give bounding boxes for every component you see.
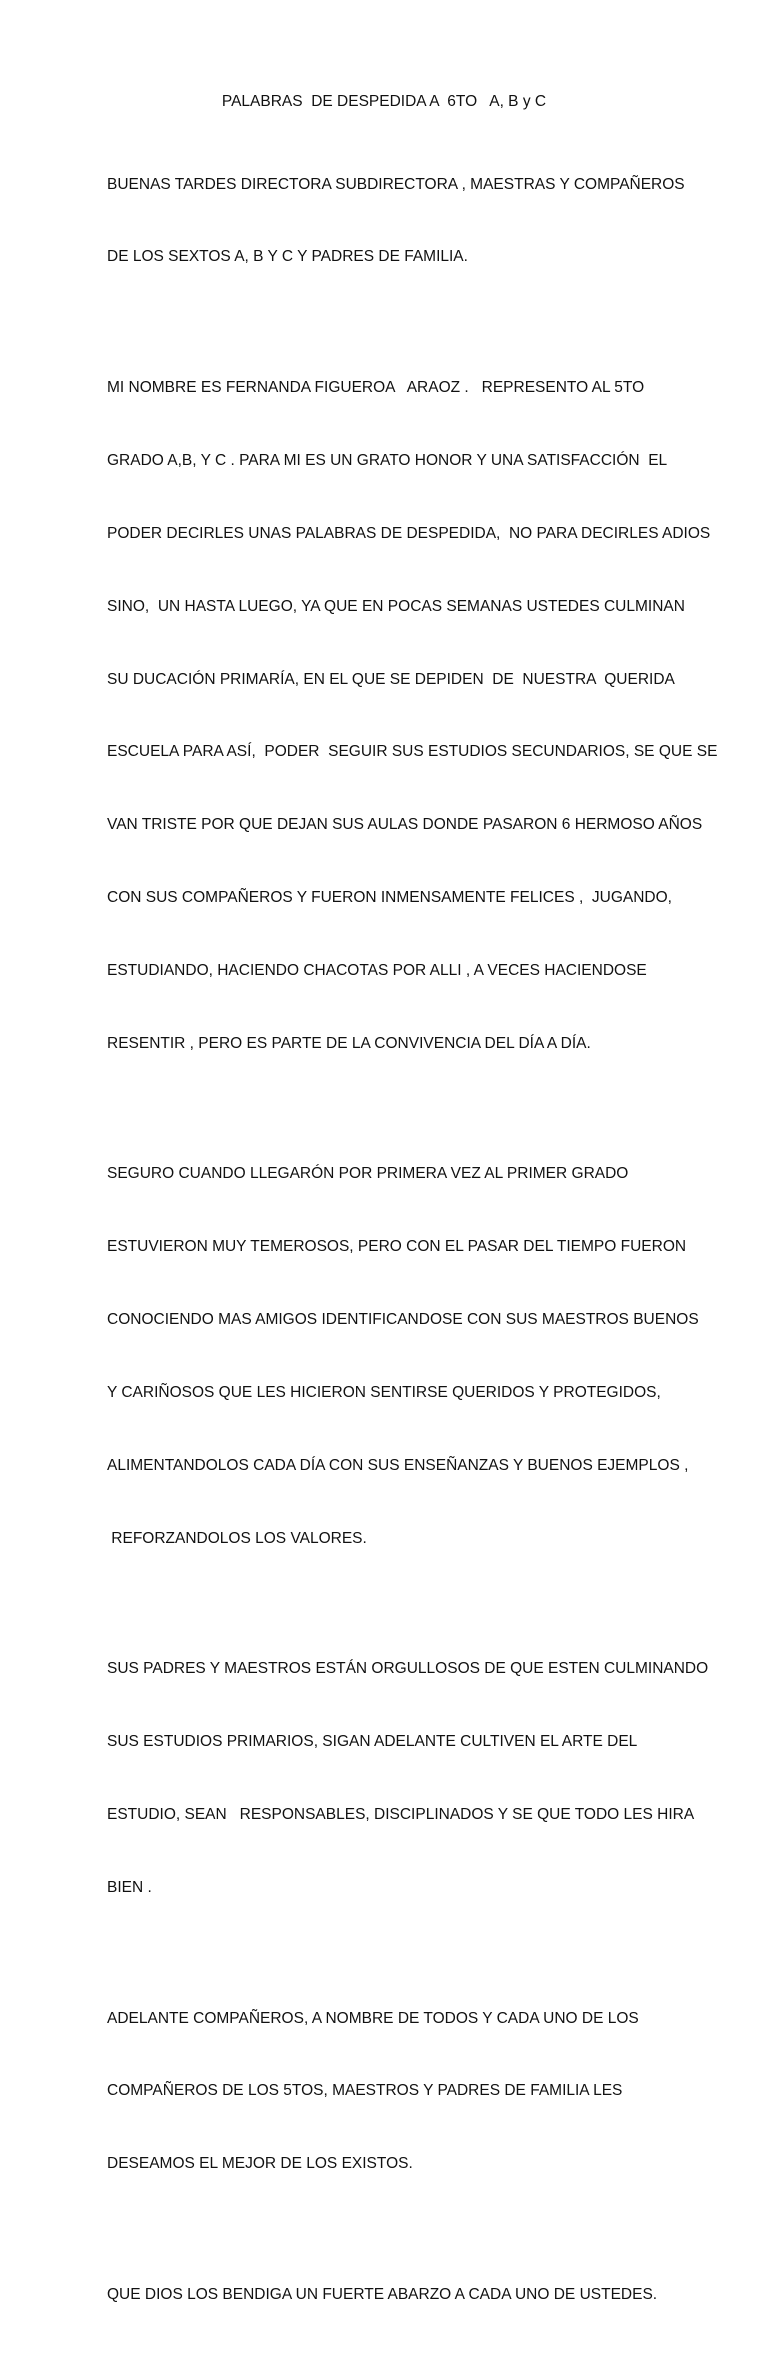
paragraph-introduction: [107, 327, 718, 1105]
text-line: QUE DIOS LOS BENDIGA UN FUERTE ABARZO A CADA UNO DE USTEDES.: [107, 2285, 658, 2303]
text-line: REFORZANDOLOS LOS VALORES.: [107, 1529, 367, 1547]
text-line: BUENAS TARDES DIRECTORA SUBDIRECTORA , MAESTRAS Y COMPAÑEROS: [107, 175, 685, 193]
paragraph-closing: [107, 2234, 687, 2355]
text-line: RESENTIR , PERO ES PARTE DE LA CONVIVENCIA DEL DÍA A DÍA.: [107, 1034, 591, 1052]
text-line: ALIMENTANDOLOS CADA DÍA CON SUS ENSEÑANZAS Y BUENOS EJEMPLOS ,: [107, 1457, 689, 1475]
text-line: ESTUVIERON MUY TEMEROSOS, PERO CON EL PASAR DEL TIEMPO FUERON: [107, 1238, 687, 1256]
document-body: [107, 124, 718, 2365]
text-line: COMPAÑEROS DE LOS 5TOS, MAESTROS Y PADRES DE FAMILIA LES: [107, 2082, 623, 2100]
text-line: SINO, UN HASTA LUEGO, YA QUE EN POCAS SEMANAS USTEDES CULMINAN: [107, 597, 685, 615]
text-line: BIEN .: [107, 1879, 152, 1897]
text-line: SEGURO CUANDO LLEGARÓN POR PRIMERA VEZ AL PRIMER GRADO: [107, 1165, 629, 1183]
paragraph-encouragement: [107, 1609, 709, 1949]
text-line: ESCUELA PARA ASÍ, PODER SEGUIR SUS ESTUDIOS SECUNDARIOS, SE QUE SE: [107, 743, 718, 761]
paragraph-wishes: [107, 1958, 687, 2225]
text-line: DE LOS SEXTOS A, B Y C Y PADRES DE FAMILIA.: [107, 248, 468, 266]
text-line: CONOCIENDO MAS AMIGOS IDENTIFICANDOSE CON SUS MAESTROS BUENOS: [107, 1311, 699, 1329]
paragraph-memories: [107, 1114, 699, 1600]
paragraph-greeting: [107, 124, 687, 318]
text-line: MI NOMBRE ES FERNANDA FIGUEROA ARAOZ . REPRESENTO AL 5TO: [107, 378, 645, 396]
text-line: SUS ESTUDIOS PRIMARIOS, SIGAN ADELANTE CULTIVEN EL ARTE DEL: [107, 1733, 638, 1751]
text-line: Y CARIÑOSOS QUE LES HICIERON SENTIRSE QUERIDOS Y PROTEGIDOS,: [107, 1384, 661, 1402]
text-line: ADELANTE COMPAÑEROS, A NOMBRE DE TODOS Y CADA UNO DE LOS: [107, 2009, 639, 2027]
text-line: SU DUCACIÓN PRIMARÍA, EN EL QUE SE DEPIDEN DE NUESTRA QUERIDA: [107, 670, 675, 688]
document-title: PALABRAS DE DESPEDIDA A 6TO A, B y C: [221, 93, 547, 110]
text-line: PODER DECIRLES UNAS PALABRAS DE DESPEDIDA, NO PARA DECIRLES ADIOS: [107, 524, 711, 542]
text-line: VAN TRISTE POR QUE DEJAN SUS AULAS DONDE PASARON 6 HERMOSO AÑOS: [107, 816, 703, 834]
text-line: GRADO A,B, Y C . PARA MI ES UN GRATO HONOR Y UNA SATISFACCIÓN EL: [107, 451, 668, 469]
text-line: SUS PADRES Y MAESTROS ESTÁN ORGULLOSOS DE QUE ESTEN CULMINANDO: [107, 1660, 709, 1678]
text-line: ESTUDIANDO, HACIENDO CHACOTAS POR ALLI , A VECES HACIENDOSE: [107, 962, 647, 980]
text-line: ESTUDIO, SEAN RESPONSABLES, DISCIPLINADOS Y SE QUE TODO LES HIRA: [107, 1806, 695, 1824]
text-line: CON SUS COMPAÑEROS Y FUERON INMENSAMENTE FELICES , JUGANDO,: [107, 889, 672, 907]
text-line: DESEAMOS EL MEJOR DE LOS EXISTOS.: [107, 2155, 413, 2173]
